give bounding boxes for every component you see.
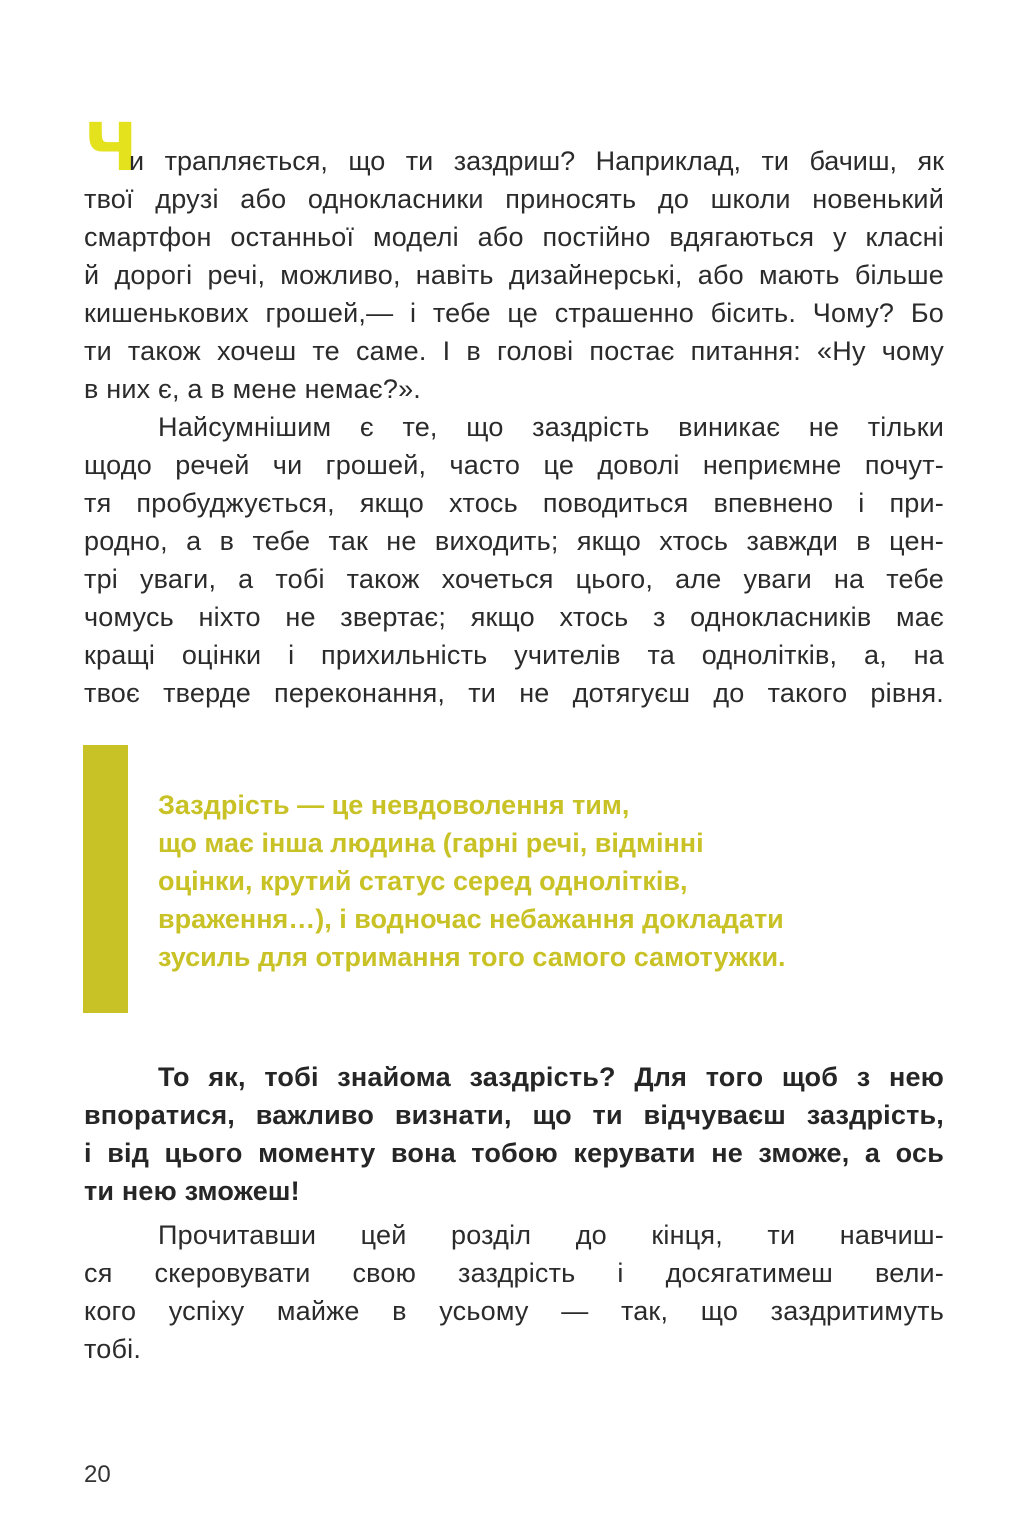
text-line: чомусь ніхто не звертає; якщо хтось з однокласників має [84, 602, 944, 632]
text-line: смартфон останньої моделі або постійно вдягаються у класні [84, 222, 944, 252]
text-line: впоратися, важливо визнати, що ти відчуваєш заздрість, [84, 1100, 944, 1130]
paragraph-first-line [84, 109, 944, 186]
text-line: ти також хочеш те саме. І в голові постає питання: «Ну чому [84, 336, 944, 366]
text-line: твої друзі або однокласники приносять до школи новенький [84, 184, 944, 214]
text-line: щодо речей чи грошей, часто це доволі неприємне почут- [84, 450, 944, 480]
text-line: й дорогі речі, можливо, навіть дизайнерські, або мають більше [84, 260, 944, 290]
definition-callout [158, 786, 918, 976]
text-line: и трапляється, що ти заздриш? Наприклад, ти бачиш, як [129, 146, 944, 176]
text-line: родно, а в тебе так не виходить; якщо хтось завжди в цен- [84, 526, 944, 556]
text-line: в них є, а в мене немає?». [84, 374, 422, 404]
paragraph-bold [84, 1058, 944, 1210]
text-line: Прочитавши цей розділ до кінця, ти навчиш- [158, 1220, 944, 1250]
text-line: ти нею зможеш! [84, 1176, 300, 1206]
text-line: твоє тверде переконання, ти не дотягуєш до такого рівня. [84, 678, 944, 708]
callout-line: враження…), і водночас небажання докладати [158, 904, 784, 934]
text-line: тя пробуджується, якщо хтось поводиться впевнено і при- [84, 488, 944, 518]
callout-line: Заздрість — це невдоволення тим, [158, 790, 630, 820]
callout-line: оцінки, крутий статус серед однолітків, [158, 866, 688, 896]
text-line: трі уваги, а тобі також хочеться цього, але уваги на тебе [84, 564, 944, 594]
paragraph-closing [84, 1216, 944, 1368]
text-line: Найсумнішим є те, що заздрість виникає не тільки [158, 412, 944, 442]
callout-accent-bar [83, 745, 128, 1013]
text-line: і від цього моменту вона тобою керувати не зможе, а ось [84, 1138, 944, 1168]
text-line: тобі. [84, 1334, 142, 1364]
text-line: ся скеровувати свою заздрість і досягатимеш вели- [84, 1258, 944, 1288]
drop-cap: Ч [84, 109, 138, 186]
text-line: кого успіху майже в усьому — так, що заздритимуть [84, 1296, 944, 1326]
text-line: То як, тобі знайома заздрість? Для того щоб з нею [158, 1062, 944, 1092]
text-line: кишенькових грошей,— і тебе це страшенно бісить. Чому? Бо [84, 298, 944, 328]
text-line: кращі оцінки і прихильність учителів та однолітків, а, на [84, 640, 944, 670]
callout-line: що має інша людина (гарні речі, відмінні [158, 828, 704, 858]
page-number: 20 [84, 1461, 111, 1488]
paragraph-intro [84, 109, 944, 712]
callout-line: зусиль для отримання того самого самотужки. [158, 942, 786, 972]
